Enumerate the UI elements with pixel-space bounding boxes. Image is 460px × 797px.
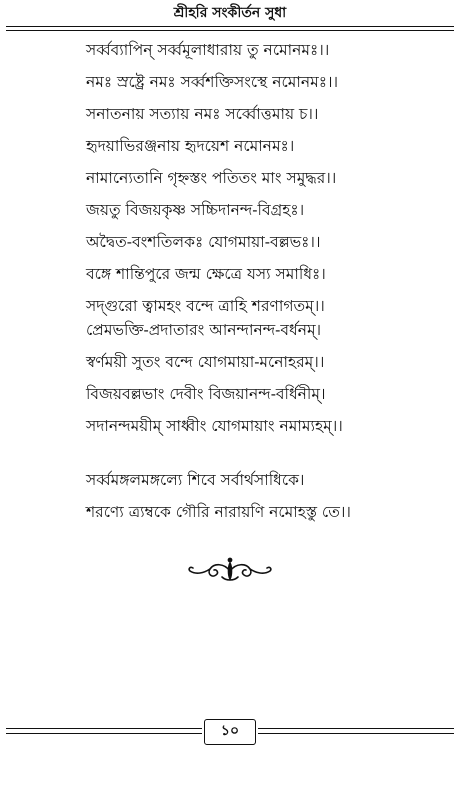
verse-line: অদ্বৈত-বংশতিলকঃ যোগমায়া-বল্লভঃ।। xyxy=(86,233,321,251)
verse-line: নামান্যেতানি গৃহ্নস্তং পতিতং মাং সমুদ্ধর।। xyxy=(86,169,337,187)
verse-line: প্রেমভক্তি-প্রদাতারং আনন্দানন্দ-বর্ধনম্‌। xyxy=(86,321,322,339)
verse-line: সনাতনায় সত্যায় নমঃ সর্ব্বোত্তমায় চ।। xyxy=(86,105,319,123)
stanza-2 xyxy=(86,314,446,442)
verse-line: স্বর্ণময়ী সুতং বন্দে যোগমায়া-মনোহরম্‌।। xyxy=(86,353,325,371)
floral-scroll-icon xyxy=(186,557,274,585)
page-number: ১০ xyxy=(204,719,256,745)
verse-line: জয়তু বিজয়কৃষ্ণ সচ্চিদানন্দ-বিগ্রহঃ। xyxy=(86,201,305,219)
verse-line: নমঃ স্রষ্ট্রে নমঃ সর্ব্বশক্তিসংস্থে নমোনমঃ।। xyxy=(86,73,339,91)
stanza-1 xyxy=(86,34,446,322)
stanza-3 xyxy=(86,464,446,528)
header-rule-top xyxy=(6,26,454,27)
footer-rule-left-upper xyxy=(6,728,202,729)
verse-line: সর্ব্বমঙ্গলমঙ্গল্যে শিবে সর্বার্থসাধিকে। xyxy=(86,471,305,489)
verse-line: বঙ্গে শান্তিপুরে জন্ম ক্ষেত্রে যস্য সমাধিঃ। xyxy=(86,265,326,283)
running-title: শ্রীহরি সংকীর্তন সুধা xyxy=(173,5,287,21)
verse-line: সদ্গুরো ত্বামহং বন্দে ত্রাহি শরণাগতম্‌।। xyxy=(86,297,325,315)
verse-line: শরণ্যে ত্র্যম্বকে গৌরি নারায়ণি নমোহস্তু তে।। xyxy=(86,503,351,521)
verse-line: সর্ব্বব্যাপিন্‌ সর্ব্বমূলাধারায় তু নমোনমঃ।। xyxy=(86,41,330,59)
footer-rule-right-lower xyxy=(258,733,454,734)
footer-rule-right-upper xyxy=(258,728,454,729)
header-rule-bottom xyxy=(6,30,454,31)
footer-rule-left-lower xyxy=(6,733,202,734)
verse-line: সদানন্দময়ীম্‌ সাধ্বীং যোগমায়াং নমাম্যহম্‌।। xyxy=(86,417,343,435)
verse-line: বিজয়বল্লভাং দেবীং বিজয়ানন্দ-বর্ধিনীম্‌। xyxy=(86,385,326,403)
verse-line: হৃদয়াভিরঞ্জনায় হৃদয়েশ নমোনমঃ। xyxy=(86,137,295,155)
